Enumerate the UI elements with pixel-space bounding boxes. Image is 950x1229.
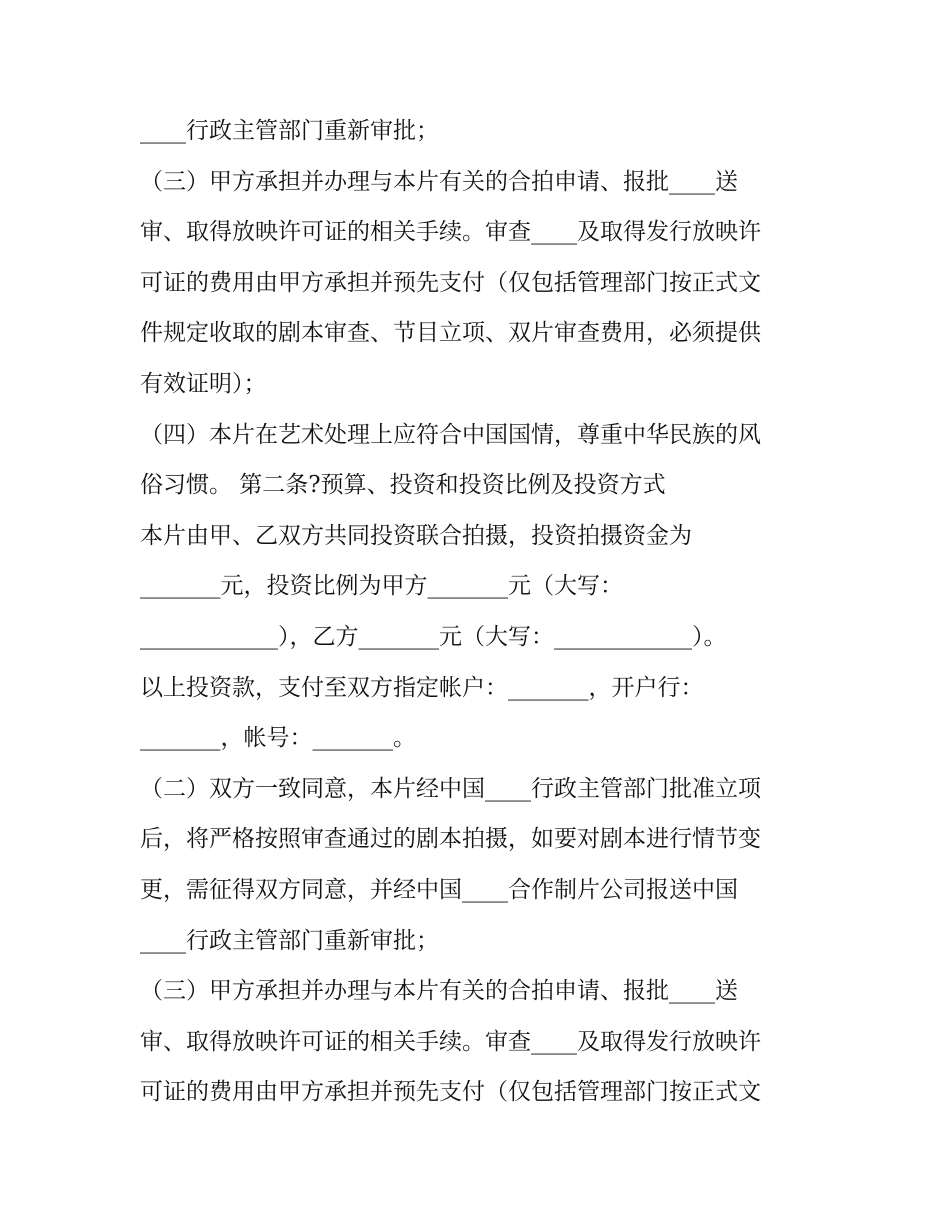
text-line: 后，将严格按照审查通过的剧本拍摄，如要对剧本进行情节变 — [140, 826, 761, 853]
text-line: （三）甲方承担并办理与本片有关的合拍申请、报批____送 — [140, 168, 738, 195]
text-line: 可证的费用由甲方承担并预先支付（仅包括管理部门按正式文 — [140, 1079, 761, 1106]
text-line: （四）本片在艺术处理上应符合中国国情，尊重中华民族的风 — [140, 421, 761, 448]
text-line: ____行政主管部门重新审批； — [140, 118, 439, 144]
text-line: ____行政主管部门重新审批； — [140, 927, 439, 954]
text-line: 俗习惯。 第二条?预算、投资和投资比例及投资方式 — [140, 472, 666, 499]
text-line: _______元，投资比例为甲方_______元（大写： — [140, 573, 623, 600]
text-line: （二）双方一致同意，本片经中国____行政主管部门批准立项 — [140, 775, 761, 802]
text-line: 本片由甲、乙双方共同投资联合拍摄，投资拍摄资金为 — [140, 522, 692, 549]
text-line: 审、取得放映许可证的相关手续。审查____及取得发行放映许 — [140, 1028, 761, 1055]
contract-text — [140, 109, 830, 1121]
text-line: ____________），乙方_______元（大写：____________）。 — [140, 623, 727, 650]
text-line: 有效证明）； — [140, 370, 267, 397]
text-line: 审、取得放映许可证的相关手续。审查____及取得发行放映许 — [140, 219, 761, 246]
text-line: _______，帐号：_______。 — [140, 725, 416, 752]
text-line: 以上投资款，支付至双方指定帐户：_______，开户行： — [140, 674, 704, 701]
text-line: 更，需征得双方同意，并经中国____合作制片公司报送中国 — [140, 876, 738, 903]
text-line: 件规定收取的剧本审查、节目立项、双片审查费用，必须提供 — [140, 320, 761, 347]
text-line: 可证的费用由甲方承担并预先支付（仅包括管理部门按正式文 — [140, 269, 761, 296]
text-line: （三）甲方承担并办理与本片有关的合拍申请、报批____送 — [140, 978, 738, 1005]
